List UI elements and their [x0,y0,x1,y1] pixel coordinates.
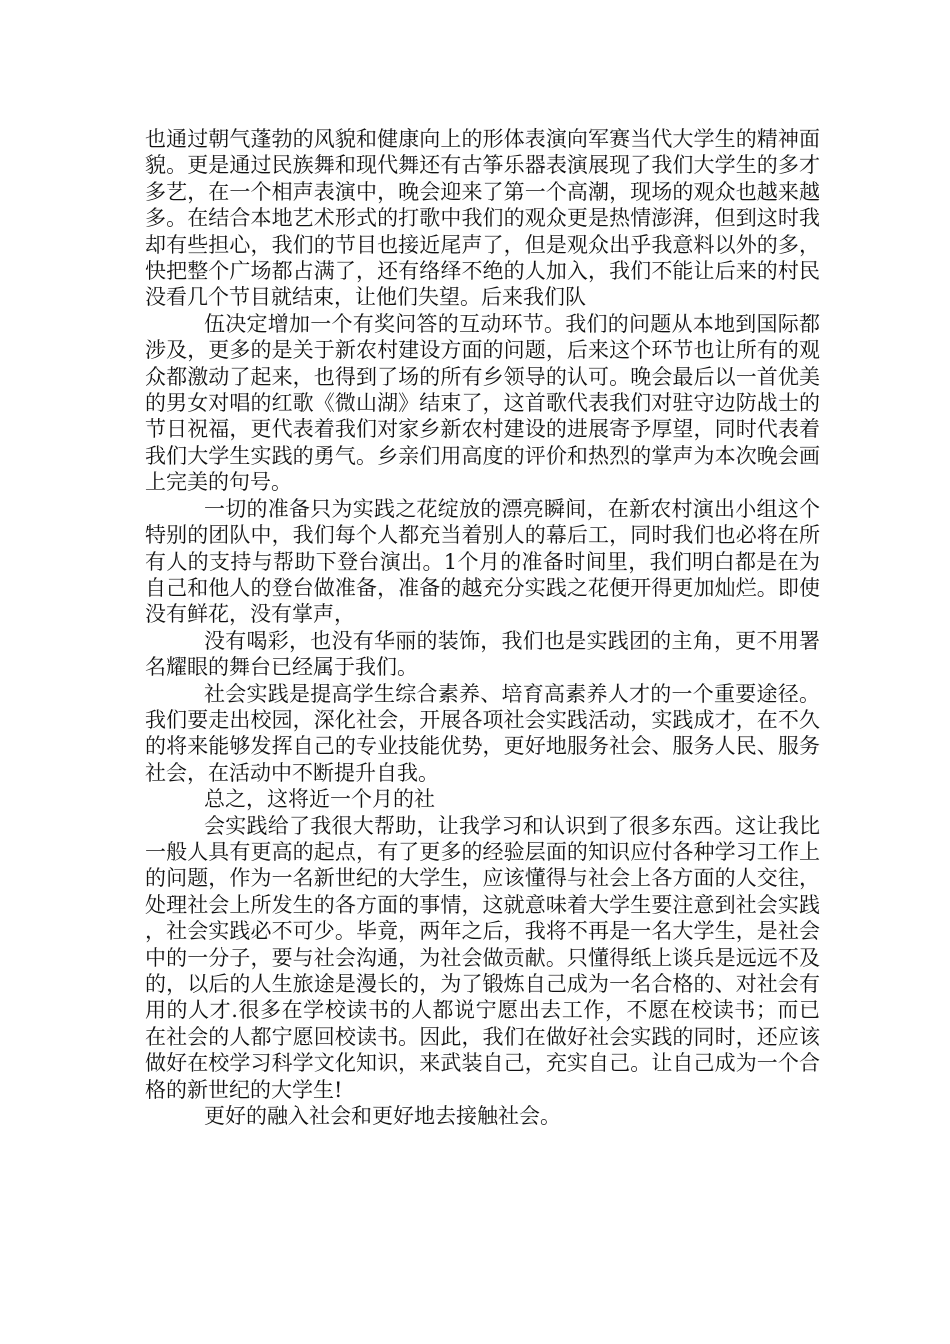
paragraph-4: 没有喝彩，也没有华丽的装饰，我们也是实践团的主角，更不用署名耀眼的舞台已经属于我们。 [145,628,820,680]
paragraph-6: 总之，这将近一个月的社 [204,787,435,812]
paragraph-5: 社会实践是提高学生综合素养、培育高素养人才的一个重要途径。我们要走出校园，深化社会，开展各项社会实践活动，实践成才，在不久的将来能够发挥自己的专业技能优势，更好地服务社会、服务人民、服务社会，在活动中不断提升自我。 [145,681,820,785]
paragraph-2: 伍决定增加一个有奖问答的互动环节。我们的问题从本地到国际都涉及，更多的是关于新农村建设方面的问题，后来这个环节也让所有的观众都激动了起来，也得到了场的所有乡领导的认可。晚会最后以一首优美的男女对唱的红歌《微山湖》结束了，这首歌代表我们对驻守边防战士的节日祝福，更代表着我们对家乡新农村建设的进展寄予厚望，同时代表着我们大学生实践的勇气。乡亲们用高度的评价和热烈的掌声为本次晚会画上完美的句号。 [145,311,820,495]
paragraph-3: 一切的准备只为实践之花绽放的漂亮瞬间，在新农村演出小组这个特别的团队中，我们每个人都充当着别人的幕后工，同时我们也必将在所有人的支持与帮助下登台演出。1个月的准备时间里，我们明白都是在为自己和他人的登台做准备，准备的越充分实践之花便开得更加灿烂。即使没有鲜花，没有掌声， [145,496,820,627]
paragraph-8: 更好的融入社会和更好地去接触社会。 [204,1104,561,1129]
paragraph-1: 也通过朝气蓬勃的风貌和健康向上的形体表演向军赛当代大学生的精神面貌。更是通过民族舞和现代舞还有古筝乐器表演展现了我们大学生的多才多艺，在一个相声表演中，晚会迎来了第一个高潮，现场的观众也越来越多。在结合本地艺术形式的打歌中我们的观众更是热情澎湃，但到这时我却有些担心，我们的节目也接近尾声了，但是观众出乎我意料以外的多，快把整个广场都占满了，还有络绎不绝的人加入，我们不能让后来的村民没看几个节目就结束，让他们失望。后来我们队 [145,127,820,310]
document-body [145,126,820,1129]
paragraph-7: 会实践给了我很大帮助，让我学习和认识到了很多东西。这让我比一般人具有更高的起点，有了更多的经验层面的知识应付各种学习工作上的问题，作为一名新世纪的大学生，应该懂得与社会上各方面的人交往，处理社会上所发生的各方面的事情，这就意味着大学生要注意到社会实践，社会实践必不可少。毕竟，两年之后，我将不再是一名大学生，是社会中的一分子，要与社会沟通，为社会做贡献。只懂得纸上谈兵是远远不及的，以后的人生旅途是漫长的，为了锻炼自己成为一名合格的、对社会有用的人才.很多在学校读书的人都说宁愿出去工作，不愿在校读书；而已在社会的人都宁愿回校读书。因此，我们在做好社会实践的同时，还应该做好在校学习科学文化知识，来武装自己，充实自己。让自己成为一个合格的新世纪的大学生! [145,813,820,1102]
